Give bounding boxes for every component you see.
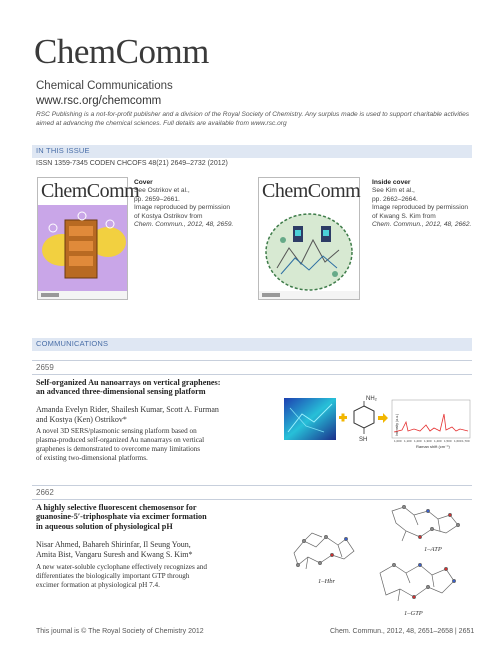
spectrum-tick: 1,500 xyxy=(444,439,452,443)
inside-cover-caption xyxy=(372,179,482,230)
molecule-1-atp xyxy=(392,505,460,541)
in-this-issue-bar xyxy=(32,145,472,158)
nh2-label: NH₂ xyxy=(366,396,377,402)
spectrum-tick: 1,700 xyxy=(462,439,470,443)
inside-cover-caption-line: pp. 2662–2664. xyxy=(372,195,418,203)
inside-cover-citation[interactable]: Chem. Commun., 2012, 48, 2662. xyxy=(372,221,472,229)
spectrum-x-axis-label: Raman shift (cm⁻¹) xyxy=(416,444,450,449)
cover-caption-line: Image reproduced by permission xyxy=(134,204,231,212)
footer-copyright: This journal is © The Royal Society of Chemistry 2012 xyxy=(36,628,204,635)
article-abstract-line: of existing two-dimensional platforms. xyxy=(36,454,148,462)
article-authors-line: Amanda Evelyn Rider, Shailesh Kumar, Scott A. Furman xyxy=(36,405,219,414)
inside-cover-caption-line: See Kim et al., xyxy=(372,187,415,195)
molecule-1-gtp xyxy=(380,563,456,601)
spectrum-tick: 1,200 xyxy=(414,439,422,443)
article-title[interactable] xyxy=(36,378,271,397)
inside-cover-caption-line: of Kwang S. Kim from xyxy=(372,212,436,220)
article-abstract-line: A novel 3D SERS/plasmonic sensing platform based on xyxy=(36,427,197,435)
journal-url[interactable]: www.rsc.org/chemcomm xyxy=(36,95,162,107)
article-page-number: 2659 xyxy=(36,363,54,372)
inside-cover-caption-line: Image reproduced by permission xyxy=(372,204,469,212)
cover-logo: ChemComm xyxy=(41,180,140,202)
inside-cover-artwork xyxy=(259,178,359,299)
spectrum-tick: 1,000 xyxy=(394,439,402,443)
cover-caption xyxy=(134,179,244,230)
communications-bar xyxy=(32,338,472,351)
article-abstract-line: A new water-soluble cyclophane effectively recognizes and xyxy=(36,563,207,571)
article-page-number: 2662 xyxy=(36,488,54,497)
article-divider xyxy=(32,374,472,375)
raman-spectrum-line xyxy=(394,414,468,432)
communications-heading: COMMUNICATIONS xyxy=(36,339,109,348)
inside-cover-logo: ChemComm xyxy=(262,180,361,202)
article-abstract-line: graphenes is demonstrated to overcome many limitations xyxy=(36,445,201,453)
footer-citation: Chem. Commun., 2012, 48, 2651–2658 | 2651 xyxy=(330,628,475,635)
issn-line: ISSN 1359-7345 CODEN CHCOFS 48(21) 2649–2732 (2012) xyxy=(36,160,228,167)
spectrum-tick: 1,300 xyxy=(424,439,432,443)
spectrum-y-axis-label: Intensity (a.u.) xyxy=(395,413,399,436)
article-abstract-line: plasma-produced self-organized Au nanoarrays on vertical xyxy=(36,436,205,444)
article-authors-line: Nisar Ahmed, Bahareh Shirinfar, Il Seung Youn, xyxy=(36,540,191,549)
spectrum-tick: 1,400 xyxy=(434,439,442,443)
article-abstract xyxy=(36,427,271,463)
article-title[interactable] xyxy=(36,503,276,531)
inside-cover-label: Inside cover xyxy=(372,179,411,186)
inside-cover-image[interactable] xyxy=(258,177,360,300)
article-authors-line: and Kostya (Ken) Ostrikov* xyxy=(36,414,127,424)
article-authors-line: Amita Bist, Vangaru Suresh and Kwang S. Kim* xyxy=(36,549,193,559)
article-divider xyxy=(32,499,472,500)
article-abstract-line: excimer formation at physiological pH 7.4. xyxy=(36,581,160,589)
publisher-statement: RSC Publishing is a not-for-profit publisher and a division of the Royal Society of Chemistry. Any surplus made is used to support charitable activities aimed at advancing the chemical sciences. Full details are available from www.rsc.org xyxy=(36,111,470,127)
benzene-ring-icon xyxy=(354,406,374,428)
sh-label: SH xyxy=(359,437,368,443)
article-title-line: A highly selective fluorescent chemosensor for xyxy=(36,503,197,512)
article-graphical-abstract xyxy=(282,503,472,618)
article-abstract xyxy=(36,563,276,590)
article-title-line: guanosine-5′-triphosphate via excimer formation xyxy=(36,512,207,522)
cover-caption-line: See Ostrikov et al., xyxy=(134,187,190,195)
spectrum-tick: 1,100 xyxy=(404,439,412,443)
cover-image[interactable] xyxy=(37,177,140,300)
article-title-line: an advanced three-dimensional sensing platform xyxy=(36,387,206,397)
cover-citation[interactable]: Chem. Commun., 2012, 48, 2659. xyxy=(134,221,234,229)
article-graphical-abstract xyxy=(284,392,474,452)
molecule-1-hbr xyxy=(294,533,354,569)
article-authors xyxy=(36,540,276,559)
label-1-atp: 1–ATP xyxy=(424,546,442,553)
label-1-gtp: 1–GTP xyxy=(404,610,423,617)
article-abstract-line: differentiates the biologically important GTP through xyxy=(36,572,190,580)
cover-caption-line: of Kostya Ostrikov from xyxy=(134,212,203,220)
cover-caption-line: pp. 2659–2661. xyxy=(134,195,180,203)
journal-masthead: ChemComm xyxy=(34,32,209,71)
article-title-line: Self-organized Au nanoarrays on vertical graphenes: xyxy=(36,378,221,387)
article-title-line: in aqueous solution of physiological pH xyxy=(36,521,173,531)
cover-label: Cover xyxy=(134,179,153,186)
arrow-icon xyxy=(378,413,388,423)
spectrum-tick: 1,600 xyxy=(454,439,462,443)
article-divider xyxy=(32,360,472,361)
in-this-issue-heading: IN THIS ISSUE xyxy=(36,146,90,155)
label-1-hbr: 1–Hbr xyxy=(318,578,335,585)
spectrum-ticks xyxy=(394,439,470,443)
cover-artwork xyxy=(38,178,127,299)
article-divider xyxy=(32,485,472,486)
journal-full-name: Chemical Communications xyxy=(36,80,173,92)
article-authors xyxy=(36,405,271,424)
